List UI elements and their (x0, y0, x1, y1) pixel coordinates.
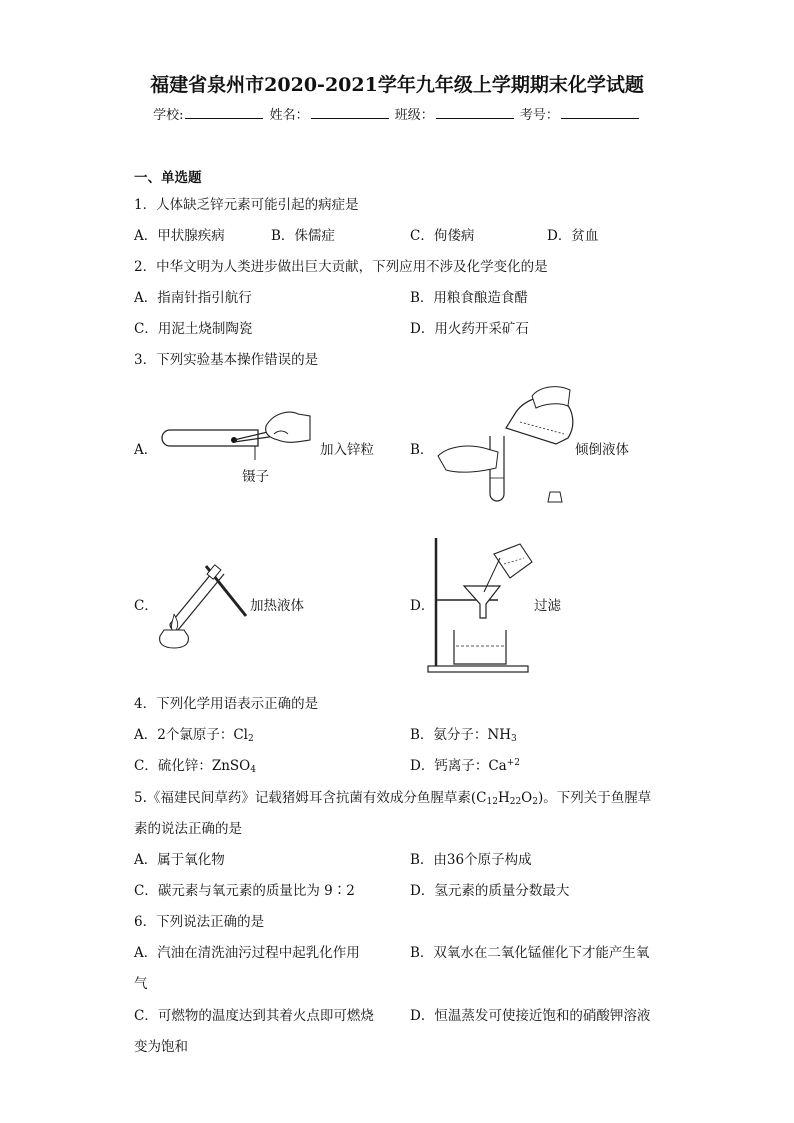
q3-option-d-caption: 过滤 (534, 598, 561, 614)
q6-option-d[interactable]: D．恒温蒸发可使接近饱和的硝酸钾溶液 (410, 1008, 651, 1024)
q4-stem: 4．下列化学用语表示正确的是 (134, 696, 319, 712)
q6-option-a[interactable]: A．汽油在清洗油污过程中起乳化作用 (134, 945, 360, 961)
q5-option-c[interactable]: C．碳元素与氧元素的质量比为 9∶2 (134, 883, 355, 899)
q2-stem: 2．中华文明为人类进步做出巨大贡献，下列应用不涉及化学变化的是 (134, 259, 548, 275)
q3-option-b-letter[interactable]: B． (410, 442, 434, 458)
student-info-line (0, 104, 794, 123)
q2-option-b[interactable]: B．用粮食酿造食醋 (410, 290, 528, 306)
q5-stem-o: O (521, 790, 533, 806)
q4-option-d[interactable] (410, 754, 520, 774)
q1-option-c[interactable]: C．佝偻病 (410, 228, 475, 244)
page-title: 福建省泉州市2020-2021学年九年级上学期期末化学试题 (150, 74, 644, 96)
q5-stem-text-1: 5.《福建民间草药》记载猪姆耳含抗菌有效成分鱼腥草素(C (134, 790, 487, 806)
q2-option-c[interactable]: C．用泥土烧制陶瓷 (134, 321, 253, 337)
q5-sub-o: 2 (532, 797, 538, 807)
q2-option-d[interactable]: D．用火药开采矿石 (410, 321, 529, 337)
q6-option-a-continuation: 气 (134, 976, 148, 992)
q5-stem-text-2: )。下列关于鱼腥草 (537, 790, 652, 806)
q3-b-pour-liquid-figure (436, 382, 586, 507)
q5-stem-line2: 素的说法正确的是 (134, 821, 242, 837)
q4-option-a-sub: 2 (248, 734, 254, 744)
q1-option-b[interactable]: B．侏儒症 (271, 228, 335, 244)
q5-stem-line1 (134, 786, 651, 807)
q3-option-d-letter[interactable]: D． (410, 598, 435, 614)
q6-stem: 6．下列说法正确的是 (134, 914, 265, 930)
q4-option-b[interactable] (410, 723, 517, 744)
q4-option-d-text: D．钙离子：Ca (410, 758, 507, 774)
q3-stem: 3．下列实验基本操作错误的是 (134, 352, 319, 368)
q6-option-c[interactable]: C．可燃物的温度达到其着火点即可燃烧 (134, 1008, 374, 1024)
exam-no-label: 考号： (519, 108, 559, 123)
q3-a-tube-tweezers-figure (158, 400, 318, 490)
q6-option-c-continuation: 变为饱和 (134, 1039, 188, 1055)
q5-sub-h: 22 (509, 797, 522, 807)
q4-option-c-text: C．硫化锌：ZnSO (134, 758, 251, 774)
q3-d-filtration-figure (428, 536, 538, 676)
q2-option-a[interactable]: A．指南针指引航行 (134, 290, 252, 306)
name-blank[interactable] (311, 106, 389, 119)
school-blank[interactable] (185, 106, 263, 119)
q3-option-a-letter[interactable]: A． (134, 442, 158, 458)
q4-option-b-sub: 3 (511, 734, 517, 744)
class-label: 班级： (394, 108, 434, 123)
q4-option-d-sup: +2 (506, 758, 520, 768)
exam-no-blank[interactable] (561, 106, 639, 119)
q5-option-a[interactable]: A．属于氧化物 (134, 852, 225, 868)
q5-option-b[interactable]: B．由36个原子构成 (410, 852, 532, 868)
q4-option-a[interactable] (134, 723, 254, 744)
q5-stem-h: H (497, 790, 510, 806)
q1-stem: 1．人体缺乏锌元素可能引起的病症是 (134, 197, 359, 213)
q3-option-a-caption: 加入锌粒 (320, 442, 374, 458)
q4-option-a-text: A．2个氯原子：Cl (134, 727, 248, 743)
q3-option-c-letter[interactable]: C． (134, 598, 158, 614)
q5-option-d[interactable]: D．氢元素的质量分数最大 (410, 883, 570, 899)
q4-option-b-text: B．氨分子：NH (410, 727, 512, 743)
name-label: 姓名： (269, 108, 309, 123)
q6-option-b[interactable]: B．双氧水在二氧化锰催化下才能产生氧 (410, 945, 650, 961)
class-blank[interactable] (436, 106, 514, 119)
q3-c-heat-liquid-figure (150, 556, 250, 656)
q4-option-c-sub: 4 (250, 765, 256, 775)
q3-option-b-caption: 倾倒液体 (575, 442, 629, 458)
section-heading: 一、单选题 (134, 170, 202, 186)
q1-option-a[interactable]: A．甲状腺疾病 (134, 228, 225, 244)
q3-option-c-caption: 加热液体 (250, 598, 304, 614)
q4-option-c[interactable] (134, 754, 256, 775)
school-label: 学校: (153, 108, 184, 123)
q5-sub-c: 12 (486, 797, 498, 807)
q3-option-a-tool-label: 镊子 (242, 469, 269, 485)
q1-option-d[interactable]: D．贫血 (547, 228, 599, 244)
